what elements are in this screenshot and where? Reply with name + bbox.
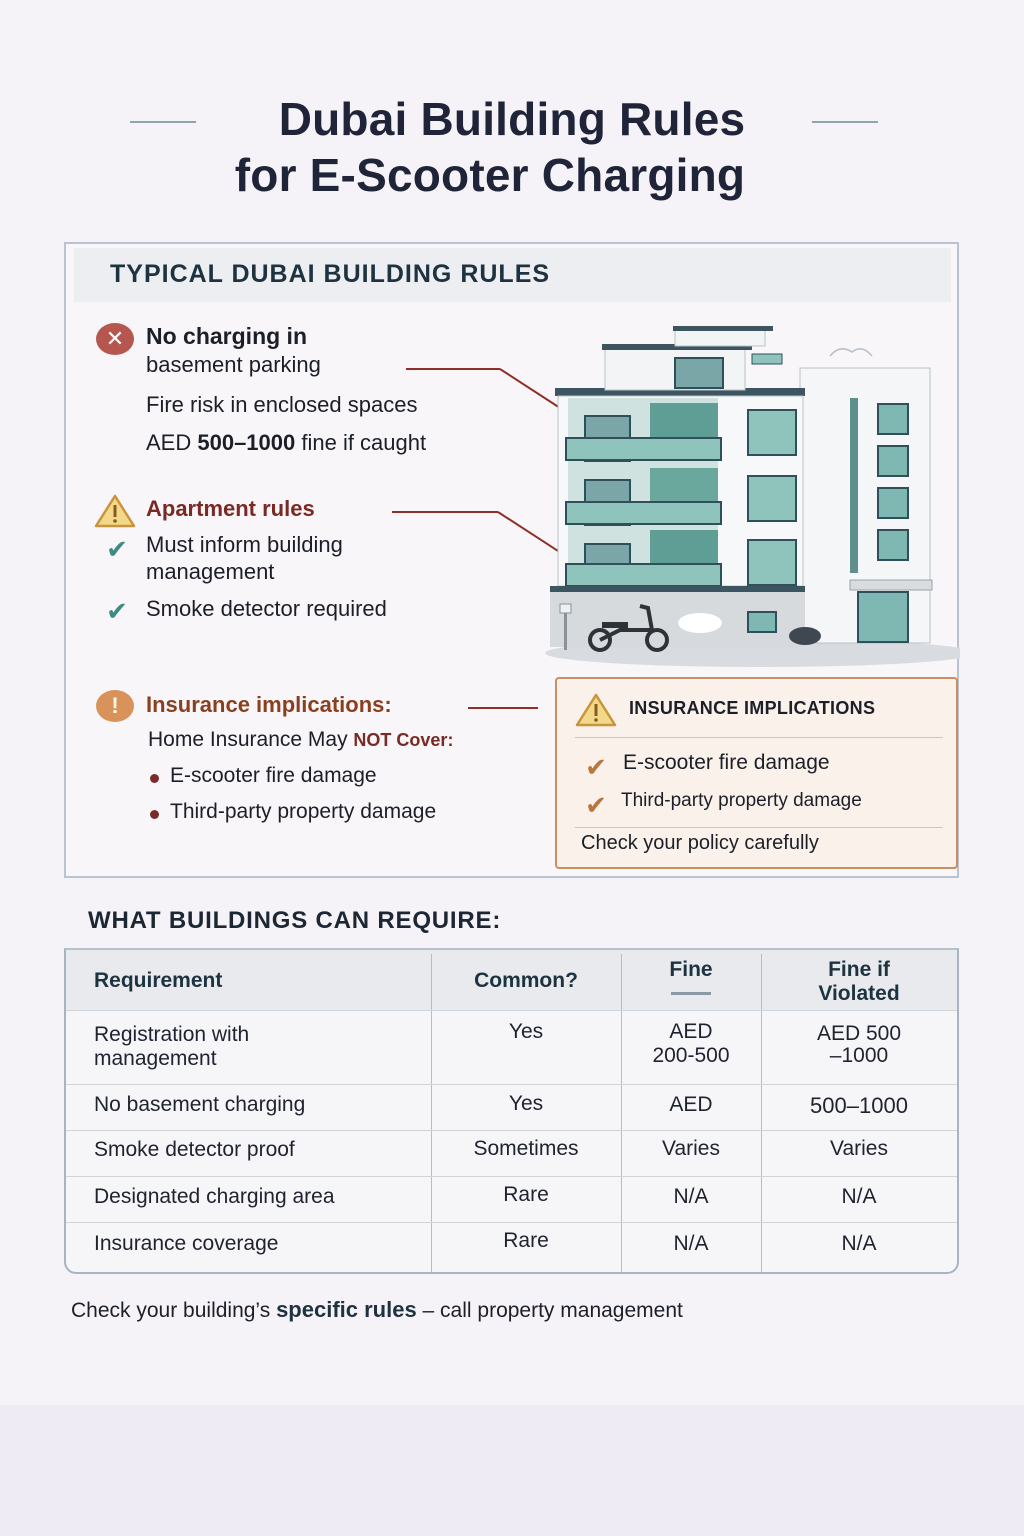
table-cell-fine: N/A: [673, 1185, 709, 1208]
row-divider: [66, 1010, 957, 1011]
insurance-box-item-fire: E-scooter fire damage: [623, 751, 830, 774]
divider: [575, 827, 943, 828]
column-header-requirement: Requirement: [94, 969, 223, 992]
apartment-item-smoke: Smoke detector required: [146, 596, 387, 621]
apartment-item-inform-cont: management: [146, 559, 275, 584]
insurance-box-title: INSURANCE IMPLICATIONS: [629, 698, 876, 718]
table-cell-common: Yes: [508, 1092, 544, 1115]
table-cell-violated: AED 500: [816, 1022, 902, 1045]
row-divider: [66, 1222, 957, 1223]
bullet-dot-icon: [150, 774, 159, 783]
table-cell-common: Rare: [503, 1229, 549, 1252]
warning-triangle-icon: [94, 494, 136, 528]
table-cell-requirement: Registration with: [94, 1023, 250, 1046]
table-cell-common: Sometimes: [473, 1137, 579, 1160]
basement-heading: No charging in: [146, 323, 307, 349]
table-cell-violated: Varies: [830, 1137, 888, 1160]
insurance-bullet-fire: E-scooter fire damage: [170, 764, 377, 787]
insurance-bullet-thirdparty: Third-party property damage: [170, 800, 437, 823]
requirements-title: WHAT BUILDINGS CAN REQUIRE:: [88, 907, 502, 934]
page-subtitle: for E-Scooter Charging: [234, 149, 746, 201]
insurance-box-item-thirdparty: Third-party property damage: [621, 790, 862, 811]
check-icon: ✔: [585, 789, 607, 820]
info-circle-icon: !: [96, 690, 134, 722]
x-circle-icon: ✕: [96, 323, 134, 355]
table-cell-violated: 500–1000: [810, 1093, 908, 1118]
table-cell-requirement: Insurance coverage: [94, 1232, 279, 1255]
table-cell-requirement: Designated charging area: [94, 1185, 335, 1208]
row-divider: [66, 1130, 957, 1131]
leader-line: [392, 511, 498, 513]
insurance-box-footer: Check your policy carefully: [581, 832, 819, 854]
table-cell-fine: 200-500: [652, 1044, 730, 1067]
column-header-violated: Violated: [818, 982, 900, 1005]
table-cell-fine: AED: [669, 1020, 713, 1043]
table-cell-requirement: No basement charging: [94, 1093, 306, 1116]
check-icon: ✔: [585, 751, 607, 782]
apartment-rules-heading: Apartment rules: [146, 496, 315, 521]
bullet-dot-icon: [150, 810, 159, 819]
table-cell-violated: –1000: [829, 1044, 889, 1067]
row-divider: [66, 1084, 957, 1085]
insurance-heading: Insurance implications:: [146, 692, 392, 717]
column-header-fine-if: Fine if: [828, 958, 890, 981]
table-cell-requirement: Smoke detector proof: [94, 1138, 295, 1161]
divider: [575, 737, 943, 738]
basement-heading-rest: basement parking: [146, 352, 321, 377]
leader-line: [468, 707, 538, 709]
check-icon: ✔: [106, 595, 128, 626]
column-header-fine: Fine: [669, 958, 713, 981]
row-divider: [66, 1176, 957, 1177]
footer-note: Check your building’s specific rules – call property management: [71, 1297, 683, 1322]
table-cell-fine: N/A: [673, 1232, 709, 1255]
table-cell-violated: N/A: [841, 1185, 877, 1208]
basement-detail-risk: Fire risk in enclosed spaces: [146, 392, 418, 417]
dash-decoration: [671, 992, 711, 995]
table-cell-common: Rare: [503, 1183, 549, 1206]
table-cell-violated: N/A: [841, 1232, 877, 1255]
table-cell-requirement: management: [94, 1047, 217, 1070]
building-illustration: [540, 318, 960, 670]
basement-detail-fine: AED 500–1000 fine if caught: [146, 430, 427, 455]
page-title: Dubai Building Rules: [278, 93, 746, 145]
bottom-margin: [0, 1405, 1024, 1536]
column-header-common: Common?: [474, 969, 578, 992]
rules-card-header: [74, 248, 951, 302]
table-cell-fine: AED: [669, 1093, 713, 1116]
apartment-item-inform: Must inform building: [146, 532, 343, 557]
rules-card-title: TYPICAL DUBAI BUILDING RULES: [110, 260, 551, 288]
table-cell-fine: Varies: [662, 1137, 720, 1160]
check-icon: ✔: [106, 533, 128, 564]
insurance-subheading: Home Insurance May NOT Cover:: [148, 728, 454, 751]
leader-line: [406, 368, 500, 370]
warning-triangle-icon: [575, 693, 617, 727]
requirements-table: [64, 948, 959, 1274]
table-cell-common: Yes: [508, 1020, 544, 1043]
insurance-implications-box: [555, 677, 958, 869]
